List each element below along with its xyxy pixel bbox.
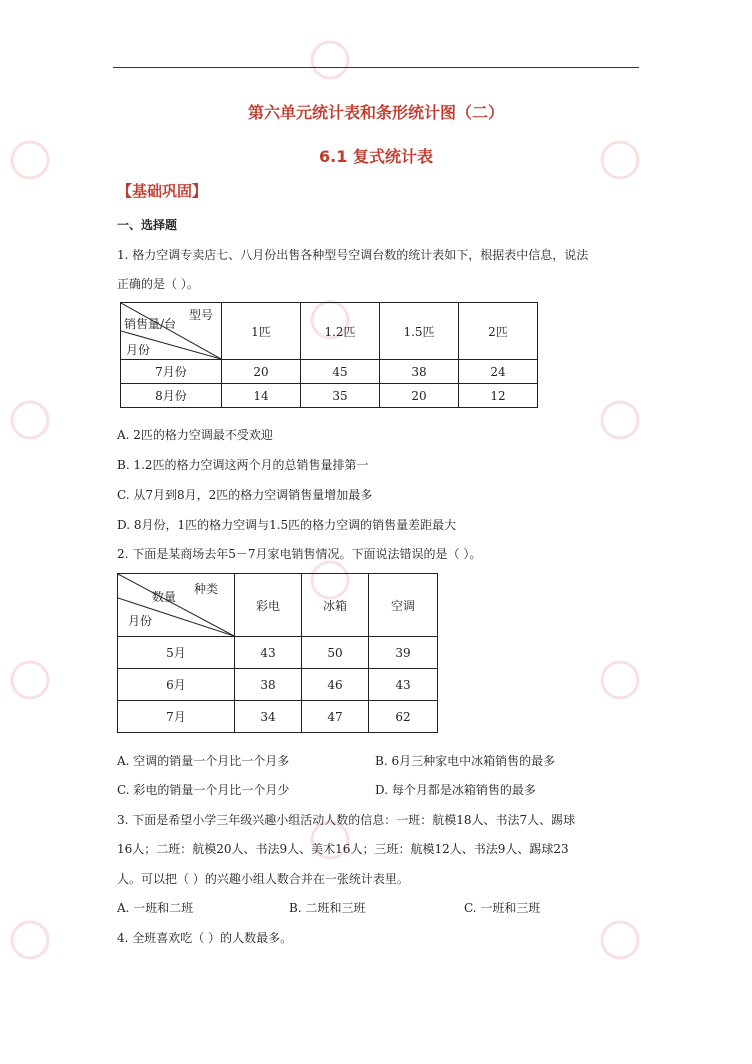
q1-cell: 45 [301,360,380,384]
table-row [118,701,438,733]
q1-cell: 20 [380,384,459,408]
question-type-heading: 一、选择题 [117,218,178,232]
q1-row-label: 8月份 [121,384,222,408]
q4-text-line1: 4. 全班喜欢吃（ ）的人数最多。 [117,931,293,945]
q1-cell: 12 [459,384,538,408]
q2-header-cell: 冰箱 [302,574,369,637]
q2-cell: 39 [369,637,438,669]
q2-table [117,573,438,733]
q2-row-label: 6月 [118,669,235,701]
table-row [121,384,538,408]
q2-cell: 47 [302,701,369,733]
q3-option-b: B. 二班和三班 [289,901,366,915]
q1-header-cell: 1.5匹 [380,303,459,360]
q2-cell: 46 [302,669,369,701]
q2-cell: 43 [235,637,302,669]
q3-option-c: C. 一班和三班 [464,901,541,915]
q1-cell: 24 [459,360,538,384]
q2-cell: 43 [369,669,438,701]
q3-text-line1: 3. 下面是希望小学三年级兴趣小组活动人数的信息：一班：航模18人、书法7人、踢球 [117,813,576,827]
header-rule [113,67,639,68]
q2-cell: 50 [302,637,369,669]
section-label: 【基础巩固】 [117,182,208,200]
q2-cell: 62 [369,701,438,733]
q2-row-label: 5月 [118,637,235,669]
q2-header-cell: 彩电 [235,574,302,637]
table-row [118,637,438,669]
q1-corner-bottom: 月份 [126,343,151,357]
q1-text-line2: 正确的是（ ）。 [117,277,199,291]
q1-cell: 35 [301,384,380,408]
page-title: 第六单元统计表和条形统计图（二） [247,103,504,122]
q1-option-d: D. 8月份，1匹的格力空调与1.5匹的格力空调的销售量差距最大 [117,518,457,532]
q1-text-line1: 1. 格力空调专卖店七、八月份出售各种型号空调台数的统计表如下，根据表中信息，说法 [117,248,589,262]
q2-option-d: D. 每个月都是冰箱销售的最多 [375,783,536,797]
q1-table [120,302,538,408]
q2-cell: 34 [235,701,302,733]
q2-cell: 38 [235,669,302,701]
q1-option-c: C. 从7月到8月，2匹的格力空调销售量增加最多 [117,488,373,502]
q1-row-label: 7月份 [121,360,222,384]
q3-text-line3: 人。可以把（ ）的兴趣小组人数合并在一张统计表里。 [117,872,409,886]
q2-table-corner-cell [118,574,235,637]
q2-row-label: 7月 [118,701,235,733]
q1-corner-mid: 销售量/台 [124,317,177,331]
q2-text-line1: 2. 下面是某商场去年5－7月家电销售情况。下面说法错误的是（ ）。 [117,547,482,561]
q1-cell: 20 [222,360,301,384]
q3-option-a: A. 一班和二班 [117,901,194,915]
q1-cell: 14 [222,384,301,408]
q2-option-a: A. 空调的销量一个月比一个月多 [117,754,290,768]
q2-option-c: C. 彩电的销量一个月比一个月少 [117,783,290,797]
q3-text-line2: 16人；二班：航模20人、书法9人、美术16人；三班：航模12人、书法9人、踢球23 [117,842,569,856]
q1-header-cell: 2匹 [459,303,538,360]
q1-option-a: A. 2匹的格力空调最不受欢迎 [117,428,273,442]
q1-corner-top: 型号 [189,308,214,322]
q1-cell: 38 [380,360,459,384]
q1-table-corner-cell [121,303,222,360]
q2-header-cell: 空调 [369,574,438,637]
table-row [121,360,538,384]
q2-corner-bottom: 月份 [128,614,153,628]
q2-option-b: B. 6月三种家电中冰箱销售的最多 [375,754,556,768]
page-subtitle: 6.1 复式统计表 [319,147,433,166]
q2-corner-mid: 数量 [152,590,177,604]
q1-option-b: B. 1.2匹的格力空调这两个月的总销售量排第一 [117,458,369,472]
q1-header-cell: 1匹 [222,303,301,360]
q1-header-cell: 1.2匹 [301,303,380,360]
q2-corner-top: 种类 [194,582,219,596]
table-row [118,669,438,701]
